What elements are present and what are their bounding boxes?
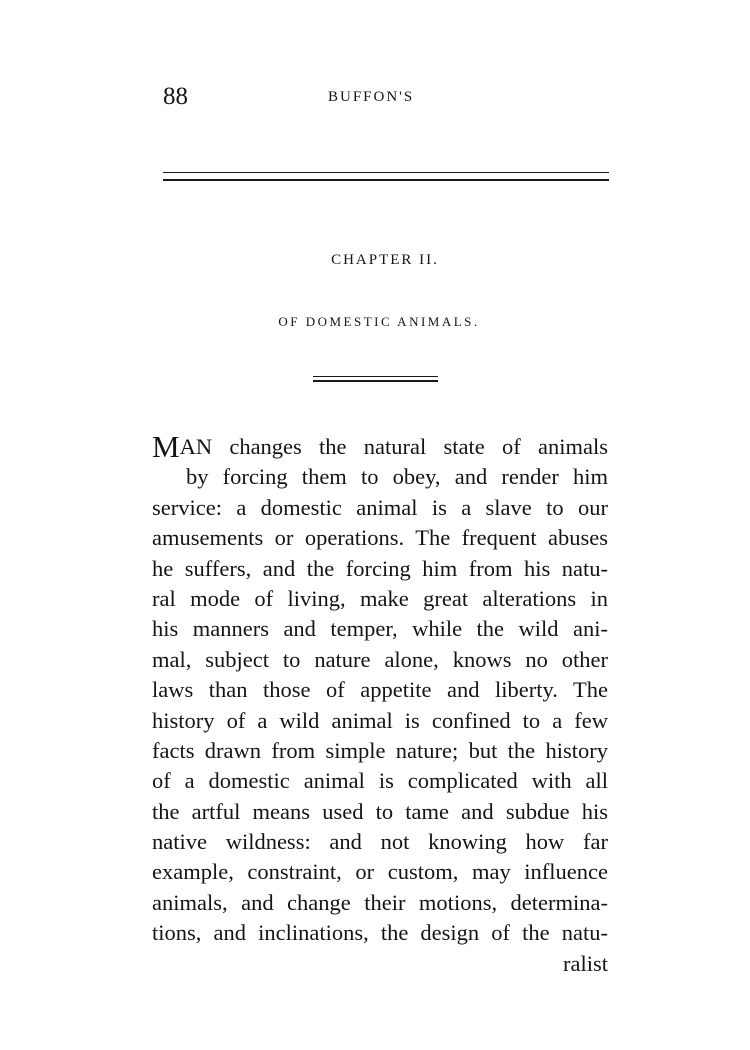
text-line: ral mode of living, make great alterations in bbox=[152, 585, 608, 611]
text-line: his manners and temper, while the wild ani- bbox=[152, 616, 608, 642]
text-line: mal, subject to nature alone, knows no other bbox=[152, 646, 608, 672]
text-line: of a domestic animal is complicated with all bbox=[152, 768, 608, 794]
text-line: animals, and change their motions, determina- bbox=[152, 889, 608, 915]
body-paragraph bbox=[152, 429, 608, 979]
text-line: the artful means used to tame and subdue his bbox=[152, 798, 608, 824]
catchword: ralist bbox=[563, 950, 608, 976]
chapter-title: CHAPTER II. bbox=[331, 252, 439, 268]
text-line: amusements or operations. The frequent abuses bbox=[152, 525, 608, 551]
text-line: service: a domestic animal is a slave to our bbox=[152, 494, 608, 520]
running-head: BUFFON'S bbox=[328, 89, 415, 105]
text-line: history of a wild animal is confined to a few bbox=[152, 707, 608, 733]
text-line: laws than those of appetite and liberty. The bbox=[152, 677, 608, 703]
text-line: by forcing them to obey, and render him bbox=[186, 464, 608, 490]
text-line-content: AN changes the natural state of animals bbox=[179, 434, 608, 459]
drop-cap: M bbox=[152, 429, 180, 464]
text-line: facts drawn from simple nature; but the history bbox=[152, 737, 608, 763]
text-line bbox=[152, 429, 608, 464]
ornamental-rule bbox=[313, 376, 438, 382]
header-double-rule bbox=[163, 172, 609, 181]
chapter-subtitle: OF DOMESTIC ANIMALS. bbox=[278, 314, 480, 329]
text-line: native wildness: and not knowing how far bbox=[152, 829, 608, 855]
text-line: tions, and inclinations, the design of the natu- bbox=[152, 920, 608, 946]
text-line: example, constraint, or custom, may influence bbox=[152, 859, 608, 885]
page-number: 88 bbox=[163, 83, 188, 110]
text-line: he suffers, and the forcing him from his natu- bbox=[152, 555, 608, 581]
